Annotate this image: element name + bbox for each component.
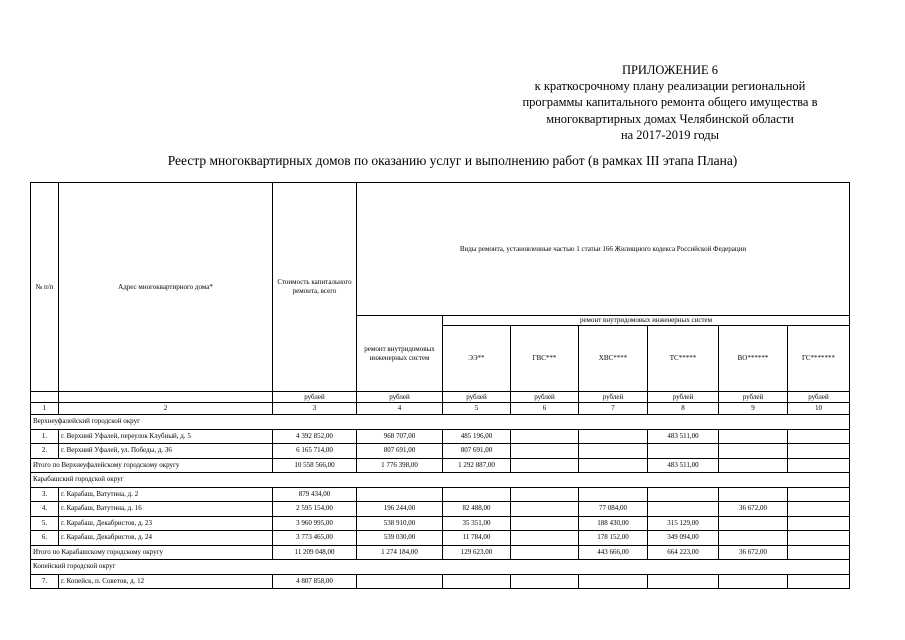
header-address: Адрес многоквартирного дома* (59, 183, 273, 392)
row-value: 315 129,00 (648, 516, 719, 531)
row-value (648, 444, 719, 459)
row-value (511, 429, 579, 444)
row-value: 349 094,00 (648, 531, 719, 546)
row-number: 5. (31, 516, 59, 531)
unit-cell: рублей (648, 392, 719, 403)
row-value: 968 707,00 (357, 429, 443, 444)
column-number: 8 (648, 403, 719, 415)
appendix-header (480, 62, 860, 143)
header-internal-systems: ремонт внутридомовых инженерных систем (357, 316, 443, 392)
row-value (511, 444, 579, 459)
row-value: 36 672,00 (719, 502, 788, 517)
appendix-line: к краткосрочному плану реализации региональной (534, 79, 806, 94)
total-cell (511, 458, 579, 473)
row-value (788, 516, 850, 531)
row-address: г. Карабаш, Ватутина, д. 2 (59, 487, 273, 502)
registry-title: Реестр многоквартирных домов по оказанию услуг и выполнению работ (в рамках III этапа Плана) (167, 153, 738, 168)
row-value (788, 444, 850, 459)
total-label: Итого по Карабашскому городскому округу (31, 545, 273, 560)
total-cell (788, 545, 850, 560)
table-row (31, 516, 850, 531)
section-row (31, 473, 850, 488)
row-number: 1. (31, 429, 59, 444)
total-cell: 1 292 887,00 (443, 458, 511, 473)
header-ts: ТС***** (648, 326, 719, 392)
total-cell: 443 666,00 (579, 545, 648, 560)
total-cell: 664 223,00 (648, 545, 719, 560)
header-engineering-systems: ремонт внутридомовых инженерных систем (443, 316, 850, 326)
row-value: 538 910,00 (357, 516, 443, 531)
row-value (719, 487, 788, 502)
row-value (719, 444, 788, 459)
row-value (648, 502, 719, 517)
row-value (648, 574, 719, 589)
row-number: 3. (31, 487, 59, 502)
row-value (579, 444, 648, 459)
row-value (511, 516, 579, 531)
section-label: Карабашский городской округ (31, 473, 850, 488)
row-value: 35 351,00 (443, 516, 511, 531)
row-value (443, 574, 511, 589)
unit-cell: рублей (357, 392, 443, 403)
row-address: г. Верхний Уфалей, переулок Клубный, д. 5 (59, 429, 273, 444)
section-label: Копейский городской округ (31, 560, 850, 575)
section-label: Верхнеуфалейский городской округ (31, 415, 850, 430)
total-cell (719, 458, 788, 473)
registry-table (30, 182, 850, 589)
row-value (511, 487, 579, 502)
column-number: 9 (719, 403, 788, 415)
row-value: 82 488,00 (443, 502, 511, 517)
row-value: 77 084,00 (579, 502, 648, 517)
units-blank (59, 392, 273, 403)
column-number: 4 (357, 403, 443, 415)
row-value: 879 434,00 (273, 487, 357, 502)
total-cell (788, 458, 850, 473)
total-label: Итого по Верхнеуфалейскому городскому округу (31, 458, 273, 473)
row-address: г. Карабаш, Декабристов, д. 24 (59, 531, 273, 546)
header-gvs: ГВС*** (511, 326, 579, 392)
row-value (788, 487, 850, 502)
appendix-line: на 2017-2019 годы (620, 127, 720, 142)
row-address: г. Карабаш, Декабристов, д. 23 (59, 516, 273, 531)
row-number: 6. (31, 531, 59, 546)
row-value: 485 196,00 (443, 429, 511, 444)
row-address: г. Верхний Уфалей, ул. Победы, д. 36 (59, 444, 273, 459)
row-number: 7. (31, 574, 59, 589)
unit-cell: рублей (511, 392, 579, 403)
column-number: 5 (443, 403, 511, 415)
row-value (579, 429, 648, 444)
row-value (788, 429, 850, 444)
total-cell (511, 545, 579, 560)
row-value (719, 429, 788, 444)
table-body (31, 415, 850, 589)
header-ee: ЭЭ** (443, 326, 511, 392)
header-hvs: ХВС**** (579, 326, 648, 392)
row-value (357, 487, 443, 502)
row-value: 4 807 858,00 (273, 574, 357, 589)
row-value (719, 531, 788, 546)
total-cell: 36 672,00 (719, 545, 788, 560)
row-value (511, 574, 579, 589)
row-number: 4. (31, 502, 59, 517)
unit-cell: рублей (443, 392, 511, 403)
table-row (31, 574, 850, 589)
row-value (511, 531, 579, 546)
appendix-line: многоквартирных домах Челябинской области (546, 111, 794, 126)
total-cell: 1 274 184,00 (357, 545, 443, 560)
row-value (511, 502, 579, 517)
header-num: № п/п (31, 183, 59, 392)
units-blank (31, 392, 59, 403)
row-value: 807 691,00 (357, 444, 443, 459)
unit-cell: рублей (719, 392, 788, 403)
row-value: 11 784,00 (443, 531, 511, 546)
row-value: 6 165 714,00 (273, 444, 357, 459)
row-value: 196 244,00 (357, 502, 443, 517)
unit-cell: рублей (579, 392, 648, 403)
row-value (357, 574, 443, 589)
total-cell: 129 623,00 (443, 545, 511, 560)
table-row (31, 502, 850, 517)
row-value (579, 574, 648, 589)
appendix-line: программы капитального ремонта общего имущества в (522, 95, 818, 110)
column-number: 2 (59, 403, 273, 415)
table-row (31, 429, 850, 444)
unit-cell: рублей (273, 392, 357, 403)
row-value: 483 511,00 (648, 429, 719, 444)
unit-cell: рублей (788, 392, 850, 403)
section-row (31, 560, 850, 575)
total-cell: 1 776 398,00 (357, 458, 443, 473)
total-row (31, 458, 850, 473)
row-address: г. Копейск, п. Советов, д. 12 (59, 574, 273, 589)
total-cell (579, 458, 648, 473)
row-value (788, 531, 850, 546)
row-value: 807 691,00 (443, 444, 511, 459)
column-number: 1 (31, 403, 59, 415)
total-cell: 11 209 048,00 (273, 545, 357, 560)
row-value: 3 960 995,00 (273, 516, 357, 531)
row-value (719, 516, 788, 531)
row-value (648, 487, 719, 502)
appendix-title: ПРИЛОЖЕНИЕ 6 (621, 63, 719, 77)
row-value: 3 773 465,00 (273, 531, 357, 546)
total-row (31, 545, 850, 560)
table-row (31, 531, 850, 546)
row-value: 4 392 852,00 (273, 429, 357, 444)
header-vo: ВО****** (719, 326, 788, 392)
column-number: 7 (579, 403, 648, 415)
row-value (719, 574, 788, 589)
header-cost: Стоимость капитального ремонта, всего (273, 183, 357, 392)
column-number: 10 (788, 403, 850, 415)
row-value: 2 595 154,00 (273, 502, 357, 517)
row-value (788, 502, 850, 517)
row-value (579, 487, 648, 502)
column-number: 6 (511, 403, 579, 415)
header-repair-types: Виды ремонта, установленные частью 1 статьи 166 Жилищного кодекса Российской Федерации (357, 183, 850, 316)
total-cell: 483 511,00 (648, 458, 719, 473)
row-value: 539 030,00 (357, 531, 443, 546)
row-value: 188 430,00 (579, 516, 648, 531)
row-value (788, 574, 850, 589)
total-cell: 10 558 566,00 (273, 458, 357, 473)
section-row (31, 415, 850, 430)
header-gs: ГС******* (788, 326, 850, 392)
row-value (443, 487, 511, 502)
table-row (31, 487, 850, 502)
column-number: 3 (273, 403, 357, 415)
row-address: г. Карабаш, Ватутина, д. 16 (59, 502, 273, 517)
row-number: 2. (31, 444, 59, 459)
table-row (31, 444, 850, 459)
row-value: 178 152,00 (579, 531, 648, 546)
